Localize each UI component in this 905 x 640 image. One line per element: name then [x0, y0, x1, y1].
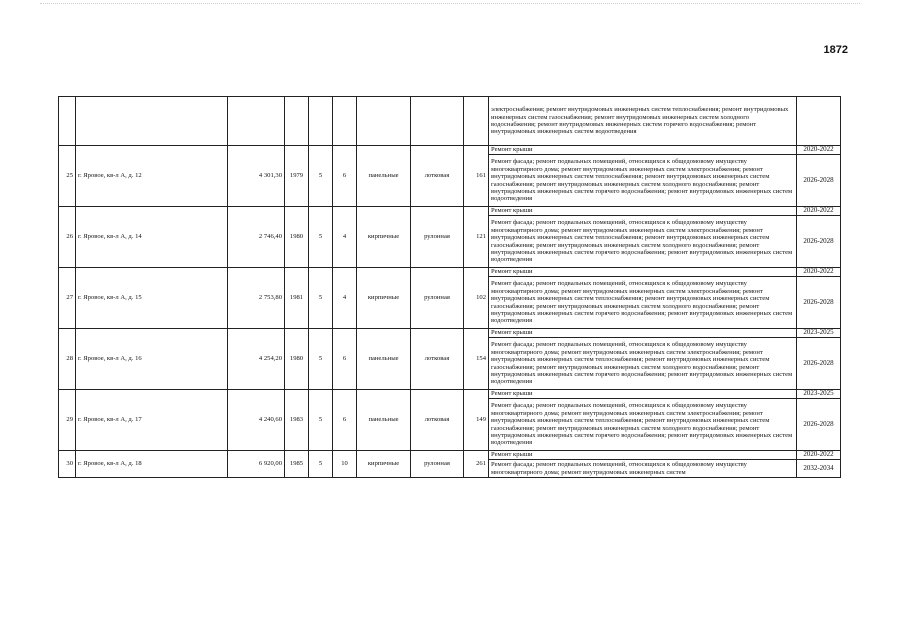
cell-roof-work: Ремонт крыши [489, 146, 797, 155]
cell-entrances: 6 [333, 329, 357, 390]
cell-period: 2026-2028 [797, 399, 841, 451]
table-row-roof [59, 390, 841, 399]
cell-entrances: 6 [333, 390, 357, 451]
cell-roof-work: Ремонт крыши [489, 329, 797, 338]
cell-roof-period: 2020-2022 [797, 146, 841, 155]
cell-address: г. Яровое, кв-л А, д. 17 [76, 390, 228, 451]
page-number: 1872 [823, 44, 848, 56]
cell-apartments: 154 [464, 329, 489, 390]
cell-walls: кирпичные [357, 451, 411, 478]
cell-work: Ремонт фасада; ремонт подвальных помещений, относящихся к общедомовому имуществу многоквартирного дома; ремонт внутридомовых инженерных систем электроснабжения; ремонт внутридомовых инженерных систем теплоснабжения; ремонт внутридомовых инженерных систем газоснабжения; ремонт внутридомовых инженерных систем холодного водоснабжения; ремонт внутридомовых инженерных систем горячего водоснабжения; ремонт внутридомовых инженерных систем водоотведения [489, 338, 797, 390]
cell-work: Ремонт фасада; ремонт подвальных помещений, относящихся к общедомовому имуществу многоквартирного дома; ремонт внутридомовых инженерных систем электроснабжения; ремонт внутридомовых инженерных систем теплоснабжения; ремонт внутридомовых инженерных систем газоснабжения; ремонт внутридомовых инженерных систем холодного водоснабжения; ремонт внутридомовых инженерных систем горячего водоснабжения; ремонт внутридомовых инженерных систем водоотведения [489, 399, 797, 451]
cell-floors: 5 [309, 329, 333, 390]
cell-address [76, 97, 228, 146]
cell-area: 4 254,20 [228, 329, 285, 390]
cell-year: 1983 [285, 390, 309, 451]
cell-num: 30 [59, 451, 76, 478]
cell-address: г. Яровое, кв-л А, д. 12 [76, 146, 228, 207]
cell-roof: лотковая [411, 329, 464, 390]
cell-apartments: 121 [464, 207, 489, 268]
cell-period [797, 97, 841, 146]
cell-apartments: 149 [464, 390, 489, 451]
cell-address: г. Яровое, кв-л А, д. 16 [76, 329, 228, 390]
table-row-roof [59, 451, 841, 460]
table-row-roof [59, 329, 841, 338]
cell-walls: кирпичные [357, 268, 411, 329]
cell-num: 26 [59, 207, 76, 268]
cell-walls: кирпичные [357, 207, 411, 268]
cell-floors: 5 [309, 268, 333, 329]
cell-area: 4 301,30 [228, 146, 285, 207]
cell-period: 2026-2028 [797, 216, 841, 268]
cell-roof: рулонная [411, 268, 464, 329]
cell-period: 2026-2028 [797, 277, 841, 329]
cell-year: 1980 [285, 207, 309, 268]
cell-roof-work: Ремонт крыши [489, 390, 797, 399]
cell-roof-work: Ремонт крыши [489, 207, 797, 216]
cell-entrances: 10 [333, 451, 357, 478]
cell-apartments [464, 97, 489, 146]
cell-walls: панельные [357, 329, 411, 390]
cell-area: 2 753,80 [228, 268, 285, 329]
cell-work: Ремонт фасада; ремонт подвальных помещений, относящихся к общедомовому имуществу многоквартирного дома; ремонт внутридомовых инженерных систем электроснабжения; ремонт внутридомовых инженерных систем теплоснабжения; ремонт внутридомовых инженерных систем газоснабжения; ремонт внутридомовых инженерных систем холодного водоснабжения; ремонт внутридомовых инженерных систем горячего водоснабжения; ремонт внутридомовых инженерных систем водоотведения [489, 277, 797, 329]
cell-year: 1980 [285, 329, 309, 390]
cell-floors: 5 [309, 207, 333, 268]
cell-roof-period: 2023-2025 [797, 390, 841, 399]
cell-roof-work: Ремонт крыши [489, 451, 797, 460]
cell-roof-period: 2023-2025 [797, 329, 841, 338]
cell-entrances [333, 97, 357, 146]
cell-apartments: 102 [464, 268, 489, 329]
cell-roof: рулонная [411, 207, 464, 268]
cell-entrances: 6 [333, 146, 357, 207]
cell-floors: 5 [309, 146, 333, 207]
cell-area [228, 97, 285, 146]
cell-floors [309, 97, 333, 146]
cell-work: Ремонт фасада; ремонт подвальных помещений, относящихся к общедомовому имуществу многоквартирного дома; ремонт внутридомовых инженерных систем электроснабжения; ремонт внутридомовых инженерных систем теплоснабжения; ремонт внутридомовых инженерных систем газоснабжения; ремонт внутридомовых инженерных систем холодного водоснабжения; ремонт внутридомовых инженерных систем горячего водоснабжения; ремонт внутридомовых инженерных систем водоотведения [489, 155, 797, 207]
cell-address: г. Яровое, кв-л А, д. 15 [76, 268, 228, 329]
cell-roof: лотковая [411, 146, 464, 207]
cell-area: 4 240,60 [228, 390, 285, 451]
cell-period: 2026-2028 [797, 338, 841, 390]
cell-walls [357, 97, 411, 146]
cell-year: 1985 [285, 451, 309, 478]
cell-roof: рулонная [411, 451, 464, 478]
cell-roof-period: 2020-2022 [797, 207, 841, 216]
cell-num: 25 [59, 146, 76, 207]
cell-apartments: 161 [464, 146, 489, 207]
cell-floors: 5 [309, 390, 333, 451]
cell-year [285, 97, 309, 146]
cell-apartments: 261 [464, 451, 489, 478]
cell-year: 1981 [285, 268, 309, 329]
cell-entrances: 4 [333, 207, 357, 268]
cell-year: 1979 [285, 146, 309, 207]
cell-work: Ремонт фасада; ремонт подвальных помещений, относящихся к общедомовому имуществу многоквартирного дома; ремонт внутридомовых инженерных систем [489, 460, 797, 478]
cell-roof: лотковая [411, 390, 464, 451]
table-row-roof [59, 268, 841, 277]
cell-roof-work: Ремонт крыши [489, 268, 797, 277]
cell-roof-period: 2020-2022 [797, 451, 841, 460]
cell-walls: панельные [357, 146, 411, 207]
cell-roof-period: 2020-2022 [797, 268, 841, 277]
cell-work: Ремонт фасада; ремонт подвальных помещений, относящихся к общедомовому имуществу многоквартирного дома; ремонт внутридомовых инженерных систем электроснабжения; ремонт внутридомовых инженерных систем теплоснабжения; ремонт внутридомовых инженерных систем газоснабжения; ремонт внутридомовых инженерных систем холодного водоснабжения; ремонт внутридомовых инженерных систем горячего водоснабжения; ремонт внутридомовых инженерных систем водоотведения [489, 216, 797, 268]
cell-num: 29 [59, 390, 76, 451]
cell-address: г. Яровое, кв-л А, д. 18 [76, 451, 228, 478]
cell-num: 28 [59, 329, 76, 390]
cell-period: 2026-2028 [797, 155, 841, 207]
table-row-roof [59, 207, 841, 216]
table-row-continuation [59, 97, 841, 146]
cell-area: 6 920,00 [228, 451, 285, 478]
cell-entrances: 4 [333, 268, 357, 329]
cell-period: 2032-2034 [797, 460, 841, 478]
cell-roof [411, 97, 464, 146]
cell-address: г. Яровое, кв-л А, д. 14 [76, 207, 228, 268]
cell-work: электроснабжения; ремонт внутридомовых инженерных систем теплоснабжения; ремонт внутридомовых инженерных систем газоснабжения; ремонт внутридомовых инженерных систем холодного водоснабжения; ремонт внутридомовых инженерных систем горячего водоснабжения; ремонт внутридомовых инженерных систем водоотведения [489, 97, 797, 146]
cell-area: 2 746,40 [228, 207, 285, 268]
scan-artifact-line [40, 3, 860, 5]
table-row-roof [59, 146, 841, 155]
cell-num: 27 [59, 268, 76, 329]
cell-walls: панельные [357, 390, 411, 451]
cell-num [59, 97, 76, 146]
cell-floors: 5 [309, 451, 333, 478]
housing-repair-table [58, 96, 841, 478]
